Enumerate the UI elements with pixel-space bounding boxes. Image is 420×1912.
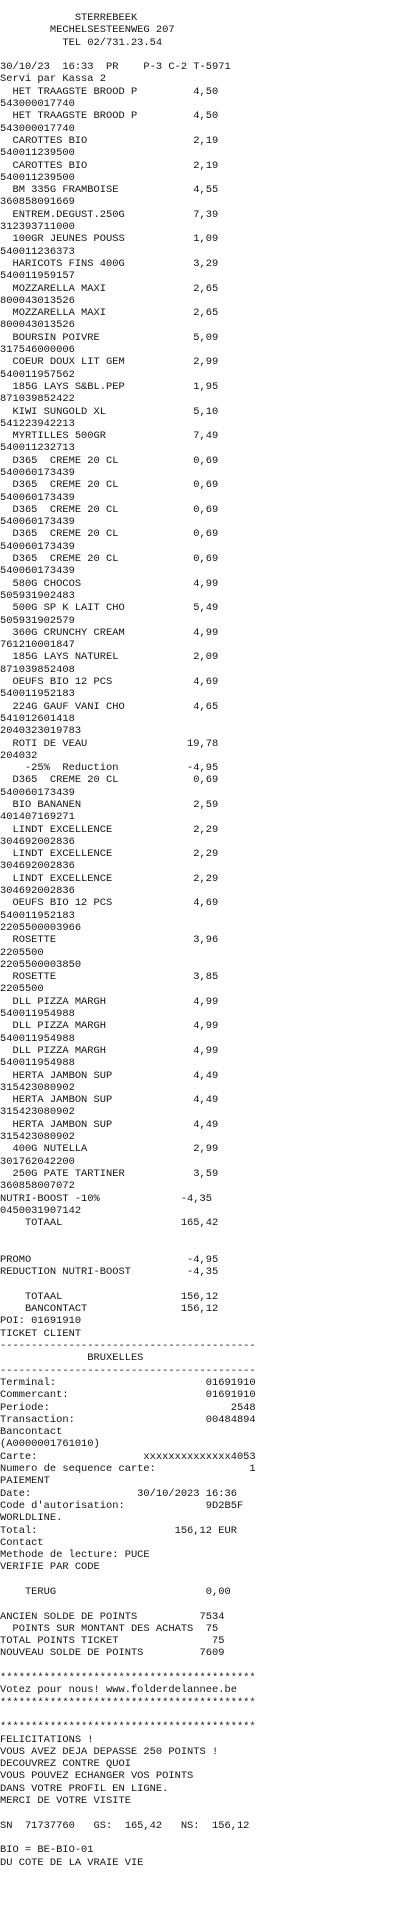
receipt-line: 540060173439	[0, 565, 75, 578]
receipt-line: OEUFS BIO 12 PCS 4,69	[0, 676, 219, 689]
receipt-line: VERIFIE PAR CODE	[0, 1561, 100, 1574]
receipt-line: 100GR JEUNES POUSS 1,09	[0, 233, 219, 246]
receipt-line: 540011959157	[0, 270, 75, 283]
receipt-line: D365 CREME 20 CL 0,69	[0, 553, 219, 566]
receipt-line: HERTA JAMBON SUP 4,49	[0, 1118, 219, 1131]
receipt-line: 541223942213	[0, 417, 75, 430]
receipt-line: ANCIEN SOLDE DE POINTS 7534	[0, 1610, 225, 1623]
receipt-line: D365 CREME 20 CL 0,69	[0, 479, 219, 492]
receipt-line: BANCONTACT 156,12	[0, 1303, 219, 1316]
receipt-line: 540011239500	[0, 171, 75, 184]
receipt-line: Code d'autorisation: 9D2B5F	[0, 1499, 244, 1512]
receipt-line	[0, 1660, 420, 1672]
receipt-line: LINDT EXCELLENCE 2,29	[0, 872, 219, 885]
receipt-line: TOTAL POINTS TICKET 75	[0, 1635, 225, 1648]
receipt-line: 315423080902	[0, 1081, 75, 1094]
receipt-line: Terminal: 01691910	[0, 1376, 256, 1389]
receipt-line: D365 CREME 20 CL 0,69	[0, 528, 219, 541]
receipt-line: OEUFS BIO 12 PCS 4,69	[0, 897, 219, 910]
receipt-line: BRUXELLES	[0, 1352, 144, 1365]
receipt-line: POI: 01691910	[0, 1315, 82, 1328]
receipt-line: Methode de lecture: PUCE	[0, 1549, 150, 1562]
receipt-line: KIWI SUNGOLD XL 5,10	[0, 405, 219, 418]
receipt-line: NUTRI-BOOST -10% -4,35	[0, 1192, 213, 1205]
receipt-line: 304692002836	[0, 860, 75, 873]
receipt-line: MECHELSESTEENWEG 207	[0, 24, 175, 37]
receipt-line: 540060173439	[0, 516, 75, 529]
receipt-line: 871039852408	[0, 663, 75, 676]
receipt-line: 540011232713	[0, 442, 75, 455]
receipt-line	[0, 1242, 420, 1254]
receipt-line	[0, 1279, 420, 1291]
receipt-line: VOUS AVEZ DEJA DEPASSE 250 POINTS !	[0, 1745, 219, 1758]
receipt-line: MOZZARELLA MAXI 2,65	[0, 282, 219, 295]
receipt-line: DANS VOTRE PROFIL EN LIGNE.	[0, 1782, 169, 1795]
receipt-line: BM 335G FRAMBOISE 4,55	[0, 184, 219, 197]
receipt-line: HET TRAAGSTE BROOD P 4,50	[0, 85, 219, 98]
receipt-line: 540060173439	[0, 786, 75, 799]
receipt-line: *****************************************	[0, 1672, 256, 1685]
receipt-line: 800043013526	[0, 319, 75, 332]
receipt-line: Commercant: 01691910	[0, 1389, 256, 1402]
receipt-line: BIO = BE-BIO-01	[0, 1844, 94, 1857]
receipt-line: ROSETTE 3,96	[0, 934, 219, 947]
receipt-line: 30/10/23 16:33 PR P-3 C-2 T-5971	[0, 61, 231, 74]
receipt-line: LINDT EXCELLENCE 2,29	[0, 848, 219, 861]
receipt-line: 540011239500	[0, 147, 75, 160]
receipt-line	[0, 1832, 420, 1844]
receipt-line: 301762042200	[0, 1155, 75, 1168]
receipt-line: 540060173439	[0, 491, 75, 504]
receipt-line: MERCI DE VOTRE VISITE	[0, 1795, 131, 1808]
receipt-line: BIO BANANEN 2,59	[0, 799, 219, 811]
receipt-line: Total: 156,12 EUR	[0, 1524, 237, 1537]
receipt-line: D365 CREME 20 CL 0,69	[0, 503, 219, 516]
receipt-line: PAIEMENT	[0, 1475, 50, 1488]
receipt-line: CAROTTES BIO 2,19	[0, 134, 219, 147]
receipt-line: 224G GAUF VANI CHO 4,65	[0, 700, 219, 713]
receipt-line: 505931902579	[0, 614, 75, 627]
receipt-line: REDUCTION NUTRI-BOOST -4,35	[0, 1266, 219, 1279]
receipt-line: 185G LAYS S&BL.PEP 1,95	[0, 380, 219, 393]
receipt-line: D365 CREME 20 CL 0,69	[0, 774, 219, 787]
receipt-line: (A0000001761010)	[0, 1438, 100, 1451]
receipt-line: DECOUVREZ CONTRE QUOI	[0, 1758, 131, 1771]
receipt-line: 540011952183	[0, 688, 75, 701]
receipt-line: 540011954988	[0, 1032, 75, 1045]
receipt-line: TICKET CLIENT	[0, 1327, 82, 1340]
receipt-line: Votez pour nous! www.folderdelannee.be	[0, 1684, 237, 1697]
receipt-line: 360858091669	[0, 196, 75, 209]
receipt-line: DLL PIZZA MARGH 4,99	[0, 1044, 219, 1057]
receipt-line: TOTAAL 156,12	[0, 1290, 219, 1303]
receipt-line: HERTA JAMBON SUP 4,49	[0, 1069, 219, 1082]
receipt-line: 250G PATE TARTINER 3,59	[0, 1167, 219, 1180]
receipt-line: 315423080902	[0, 1131, 75, 1144]
receipt-line: 500G SP K LAIT CHO 5,49	[0, 602, 219, 615]
receipt-line	[0, 1229, 420, 1241]
receipt-line: 505931902483	[0, 589, 75, 602]
receipt-line: COEUR DOUX LIT GEM 2,99	[0, 356, 219, 369]
receipt-line: DU COTE DE LA VRAIE VIE	[0, 1856, 144, 1869]
receipt-line: 580G CHOCOS 4,99	[0, 577, 219, 590]
receipt-line	[0, 1807, 420, 1819]
receipt-line: TERUG 0,00	[0, 1586, 231, 1598]
receipt-line: HARICOTS FINS 400G 3,29	[0, 257, 219, 270]
receipt-line: 185G LAYS NATUREL 2,09	[0, 651, 219, 664]
receipt-line: TEL 02/731.23.54	[0, 36, 163, 49]
receipt-line: 761210001847	[0, 639, 75, 652]
receipt-line: D365 CREME 20 CL 0,69	[0, 454, 219, 467]
receipt-line: 540060173439	[0, 466, 75, 479]
receipt-line: Date: 30/10/2023 16:36	[0, 1487, 237, 1500]
receipt-line: Transaction: 00484894	[0, 1413, 256, 1426]
receipt-line: -25% Reduction -4,95	[0, 762, 219, 775]
receipt-line: 2205500003850	[0, 958, 82, 971]
receipt-line: 400G NUTELLA 2,99	[0, 1143, 219, 1156]
receipt-line: 317546000006	[0, 344, 75, 357]
receipt-line: NOUVEAU SOLDE DE POINTS 7609	[0, 1647, 225, 1660]
receipt-line: ENTREM.DEGUST.250G 7,39	[0, 208, 219, 221]
receipt-line: MOZZARELLA MAXI 2,65	[0, 307, 219, 320]
receipt-line: Contact	[0, 1536, 44, 1549]
receipt-line: 800043013526	[0, 294, 75, 307]
receipt-line	[0, 49, 420, 61]
receipt-line: Bancontact	[0, 1426, 63, 1439]
receipt-line: BOURSIN POIVRE 5,09	[0, 331, 219, 344]
receipt-line: Numero de sequence carte: 1	[0, 1463, 256, 1476]
receipt-line	[0, 1598, 420, 1610]
receipt-line: HET TRAAGSTE BROOD P 4,50	[0, 110, 219, 123]
receipt-line: -----------------------------------------	[0, 1340, 256, 1353]
receipt-line	[0, 1574, 420, 1586]
receipt-line: 543000017740	[0, 122, 75, 135]
receipt-line: Carte: xxxxxxxxxxxxxx4053	[0, 1450, 256, 1463]
receipt-line: DLL PIZZA MARGH 4,99	[0, 995, 219, 1008]
receipt-line: 540011236373	[0, 245, 75, 258]
receipt-line: 2205500	[0, 983, 44, 996]
receipt-line: 2205500	[0, 946, 44, 959]
receipt-line: VOUS POUVEZ ECHANGER VOS POINTS	[0, 1770, 194, 1783]
receipt-line: 543000017740	[0, 98, 75, 111]
receipt-line: TOTAAL 165,42	[0, 1217, 219, 1230]
receipt-line: *****************************************	[0, 1721, 256, 1734]
receipt-line: STERREBEEK	[0, 12, 138, 24]
receipt-line: 540011954988	[0, 1008, 75, 1021]
receipt-line: 540011952183	[0, 909, 75, 922]
receipt-line: 360858007072	[0, 1180, 75, 1193]
receipt-line: 304692002836	[0, 835, 75, 848]
receipt-line	[0, 1709, 420, 1721]
receipt-line: CAROTTES BIO 2,19	[0, 159, 219, 172]
receipt-line: 540060173439	[0, 540, 75, 553]
receipt-line: DLL PIZZA MARGH 4,99	[0, 1020, 219, 1033]
receipt-line: POINTS SUR MONTANT DES ACHATS 75	[0, 1622, 219, 1635]
receipt-line: 2205500003966	[0, 921, 82, 934]
receipt-line: Periode: 2548	[0, 1401, 256, 1414]
receipt-line: PROMO -4,95	[0, 1253, 219, 1266]
receipt-line: 540011954988	[0, 1057, 75, 1070]
receipt-line: 540011957562	[0, 368, 75, 381]
receipt-line: *****************************************	[0, 1696, 256, 1709]
receipt-line: 304692002836	[0, 885, 75, 898]
receipt-line: SN 71737760 GS: 165,42 NS: 156,12	[0, 1819, 250, 1832]
receipt-line: 204032	[0, 749, 38, 762]
receipt-line: 0450031907142	[0, 1204, 82, 1217]
receipt-line: 541012601418	[0, 712, 75, 725]
receipt-line: FELICITATIONS !	[0, 1733, 94, 1746]
receipt-line: HERTA JAMBON SUP 4,49	[0, 1094, 219, 1107]
receipt-line: 360G CRUNCHY CREAM 4,99	[0, 626, 219, 639]
receipt-line: WORLDLINE.	[0, 1512, 63, 1525]
receipt-line: LINDT EXCELLENCE 2,29	[0, 823, 219, 836]
receipt-line: Servi par Kassa 2	[0, 73, 107, 86]
receipt-line: 312393711000	[0, 221, 75, 234]
receipt-line: 401407169271	[0, 811, 75, 824]
receipt-line: ROTI DE VEAU 19,78	[0, 737, 219, 750]
receipt-line: 2040323019783	[0, 725, 82, 738]
receipt-line: ROSETTE 3,85	[0, 971, 219, 984]
receipt-line: -----------------------------------------	[0, 1364, 256, 1377]
receipt-line: 871039852422	[0, 393, 75, 406]
receipt-line: 315423080902	[0, 1106, 75, 1119]
receipt-line: MYRTILLES 500GR 7,49	[0, 430, 219, 443]
